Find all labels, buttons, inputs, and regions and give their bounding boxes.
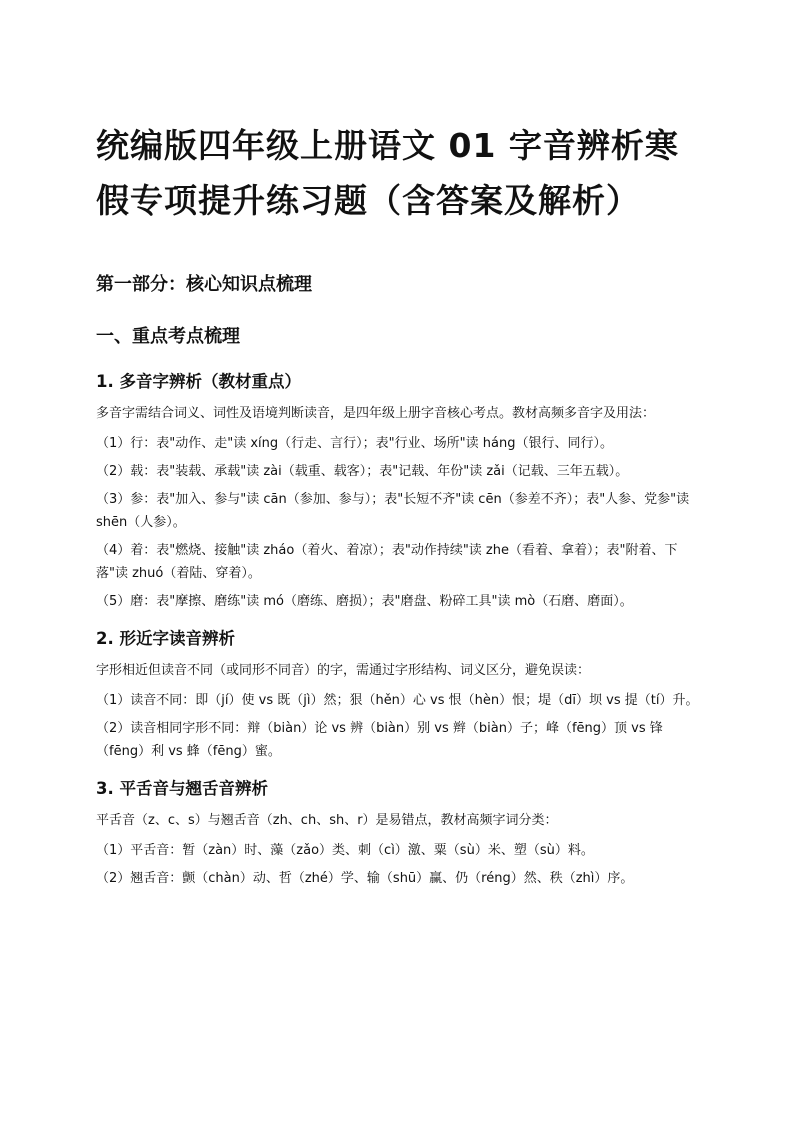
subsection-title: 1. 多音字辨析（教材重点）	[96, 372, 301, 391]
document-title: 统编版四年级上册语文 01 字音辨析寒假专项提升练习题（含答案及解析）	[96, 126, 679, 220]
list-item: （1）平舌音：暂（zàn）时、藻（zǎo）类、刺（cì）激、粟（sù）米、塑（sù）料。	[96, 843, 594, 858]
subsection-intro: 平舌音（z、c、s）与翘舌音（zh、ch、sh、r）是易错点，教材高频字词分类：	[96, 813, 558, 828]
list-item: （2）翘舌音：颤（chàn）动、哲（zhé）学、输（shū）赢、仍（réng）然、秩（zhì）序。	[96, 871, 634, 886]
list-item: （2）读音相同字形不同：辩（biàn）论 vs 辨（biàn）别 vs 辫（biàn）子；峰（fēng）顶 vs 锋（fēng）利 vs 蜂（fēng）蜜。	[96, 721, 663, 759]
subsection-flat-retroflex	[96, 777, 702, 890]
subsection-title: 3. 平舌音与翘舌音辨析	[96, 779, 268, 798]
list-item: （2）载：表"装载、承载"读 zài（载重、载客）；表"记载、年份"读 zǎi（记载、三年五载）。	[96, 464, 629, 479]
subsection-intro: 字形相近但读音不同（或同形不同音）的字，需通过字形结构、词义区分，避免误读：	[96, 663, 591, 678]
list-item: （4）着：表"燃烧、接触"读 zháo（着火、着凉）；表"动作持续"读 zhe（看着、拿着）；表"附着、下落"读 zhuó（着陆、穿着）。	[96, 543, 678, 581]
list-item: （5）磨：表"摩擦、磨练"读 mó（磨练、磨损）；表"磨盘、粉碎工具"读 mò（石磨、磨面）。	[96, 594, 633, 609]
subsection-title: 2. 形近字读音辨析	[96, 629, 235, 648]
list-item: （3）参：表"加入、参与"读 cān（参加、参与）；表"长短不齐"读 cēn（参差不齐）；表"人参、党参"读 shēn（人参）。	[96, 492, 690, 530]
part-title: 第一部分：核心知识点梳理	[96, 274, 312, 295]
subsection-intro: 多音字需结合词义、词性及语境判断读音，是四年级上册字音核心考点。教材高频多音字及用法：	[96, 406, 656, 421]
subsection-polyphonic	[96, 370, 702, 613]
list-item: （1）行：表"动作、走"读 xíng（行走、言行）；表"行业、场所"读 háng（银行、同行）。	[96, 436, 613, 451]
subsection-similar-characters	[96, 627, 702, 763]
list-item: （1）读音不同：即（jí）使 vs 既（jì）然；狠（hěn）心 vs 恨（hèn）恨；堤（dī）坝 vs 提（tí）升。	[96, 693, 699, 708]
section-title: 一、重点考点梳理	[96, 326, 240, 347]
